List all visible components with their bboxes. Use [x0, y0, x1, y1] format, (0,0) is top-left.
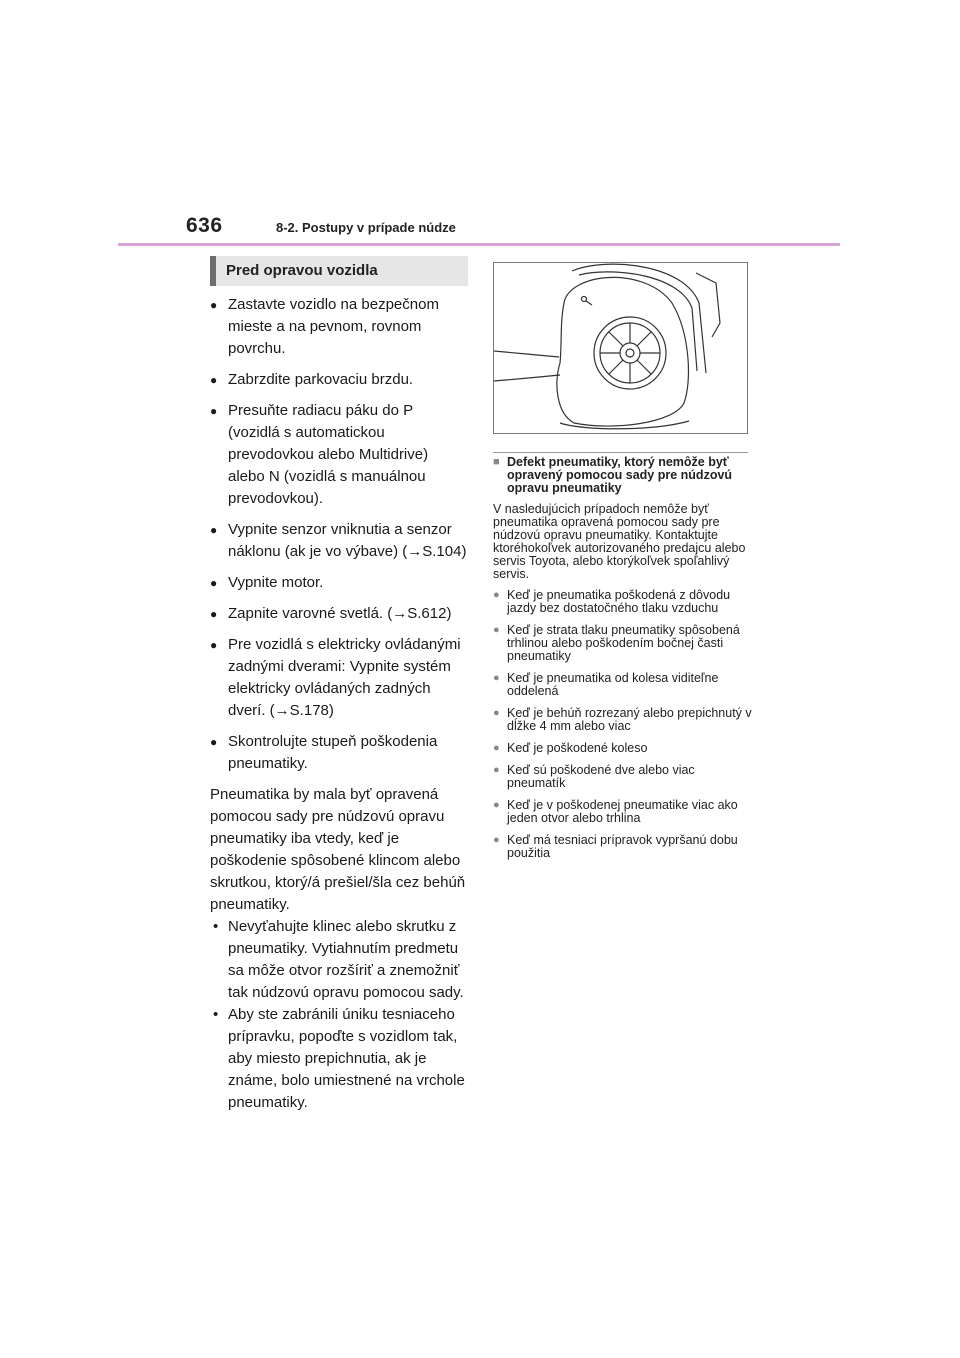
list-item: ● Keď je v poškodenej pneumatike viac ako jeden otvor alebo trhlina — [493, 799, 755, 825]
page-number: 636 — [186, 214, 223, 237]
list-item: ● Vypnite motor. — [210, 572, 468, 594]
flat-tire-illustration — [493, 262, 748, 434]
box-title: Pred opravou vozidla — [210, 256, 468, 286]
list-item: ● Keď je pneumatika poškodená z dôvodu jazdy bez dostatočného tlaku vzduchu — [493, 589, 755, 615]
list-item: ● Keď je behúň rozrezaný alebo prepichnutý v dĺžke 4 mm alebo viac — [493, 707, 755, 733]
header-divider — [118, 243, 840, 246]
sub-item: • Aby ste zabránili úniku tesniaceho prípravku, popoďte s vozidlom tak, aby miesto prepichnutia, ak je známe, bolo umiestnené na vrchole pneumatiky. — [210, 1004, 468, 1114]
sub-item: • Nevyťahujte klinec alebo skrutku z pneumatiky. Vytiahnutím predmetu sa môže otvor rozšíriť a znemožniť tak núdzovú opravu pomocou sady. — [210, 916, 468, 1004]
list-item: ● Keď je poškodené koleso — [493, 742, 755, 755]
figure-divider — [493, 452, 748, 453]
list-item: ● Zapnite varovné svetlá. (→S.612) — [210, 603, 468, 625]
list-item: ● Zastavte vozidlo na bezpečnom mieste a na pevnom, rovnom povrchu. — [210, 294, 468, 360]
body-paragraph: Pneumatika by mala byť opravená pomocou sady pre núdzovú opravu pneumatiky iba vtedy, keď je poškodenie spôsobené klincom alebo skrutkou, ktorý/á prešiel/šla cez behúň pneumatiky. — [210, 786, 466, 913]
flat-tire-icon — [494, 263, 747, 433]
list-item: ● Pre vozidlá s elektricky ovládanými zadnými dverami: Vypnite systém elektricky ovládaných zadných dverí. (→S.178) — [210, 634, 468, 722]
list-item: ● Vypnite senzor vniknutia a senzor náklonu (ak je vo výbave) (→S.104) — [210, 519, 468, 563]
list-item: ● Skontrolujte stupeň poškodenia pneumatiky. — [210, 731, 468, 775]
list-item: ● Keď má tesniaci prípravok vypršanú dobu použitia — [493, 834, 755, 860]
list-item: ● Keď sú poškodené dve alebo viac pneumatík — [493, 764, 755, 790]
right-column — [493, 456, 755, 869]
list-item: ● Keď je strata tlaku pneumatiky spôsobená trhlinou alebo poškodením bočnej časti pneumatiky — [493, 624, 755, 663]
subsection-heading: ■ Defekt pneumatiky, ktorý nemôže byť opravený pomocou sady pre núdzovú opravu pneumatiky — [493, 456, 755, 495]
list-item: ● Zabrzdite parkovaciu brzdu. — [210, 369, 468, 391]
list-item: ● Keď je pneumatika od kolesa viditeľne oddelená — [493, 672, 755, 698]
body-paragraph: V nasledujúcich prípadoch nemôže byť pneumatika opravená pomocou sady pre núdzovú opravu pneumatiky. Kontaktujte ktoréhokoľvek autorizovaného predajcu alebo servis Toyota, alebo ktorýkoľvek spoľahlivý servis. — [493, 502, 746, 581]
left-column — [210, 294, 468, 1114]
list-item: ● Presuňte radiacu páku do P (vozidlá s automatickou prevodovkou alebo Multidrive) alebo N (vozidlá s manuálnou prevodovkou). — [210, 400, 468, 510]
section-title: 8-2. Postupy v prípade núdze — [276, 220, 456, 235]
